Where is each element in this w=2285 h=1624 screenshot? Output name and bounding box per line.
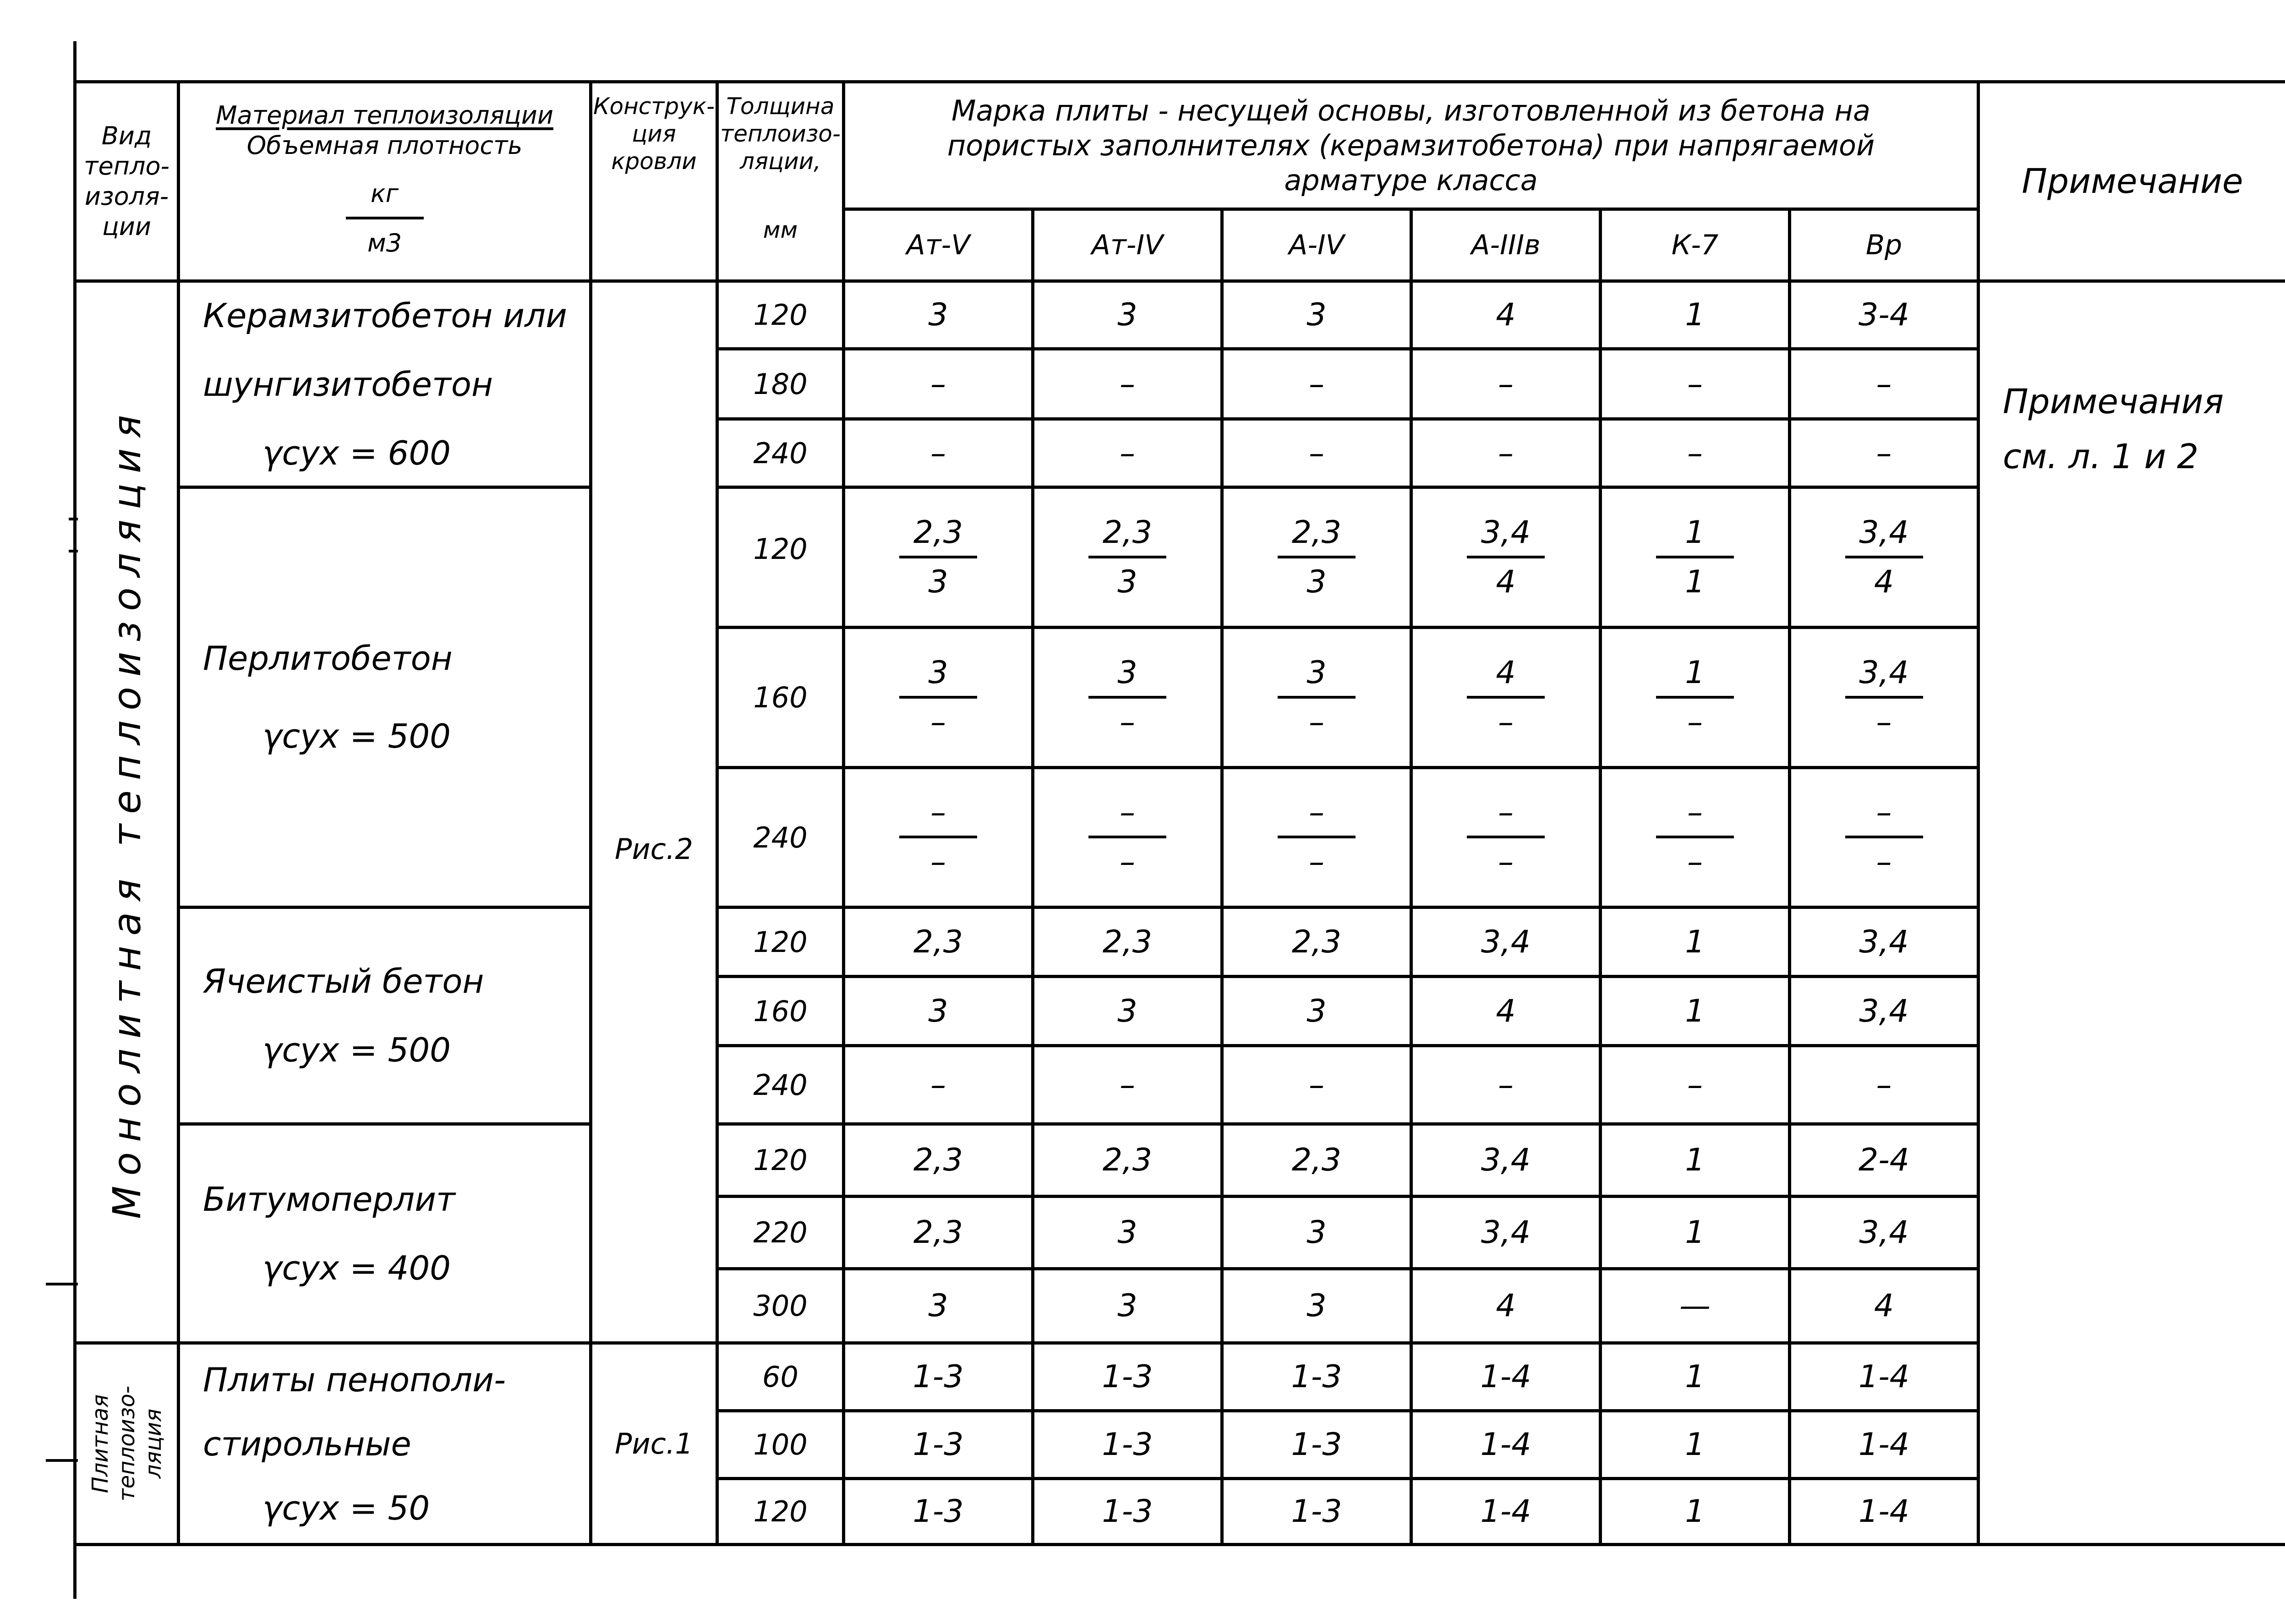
construction-fig2: Рис.2 — [589, 279, 719, 1345]
grade-cell: 3,4 — [1410, 1195, 1602, 1270]
grade-cell: 3,4 — [1788, 1195, 1980, 1270]
grade-cell: – — [1599, 417, 1791, 489]
grade-cell: 1-3 — [1220, 1477, 1413, 1546]
grade-cell: 1-3 — [1031, 1341, 1224, 1412]
grade-cell: 3 — [842, 1267, 1034, 1345]
grade-cell: 1-3 — [1220, 1341, 1413, 1412]
grade-cell: 1 — [1599, 1341, 1791, 1412]
grade-cell: 4 — [1410, 279, 1602, 350]
thickness-cell: 240 — [716, 766, 845, 909]
grade-cell: 1 — [1599, 1477, 1791, 1546]
grade-cell: 2,3 — [1031, 1122, 1224, 1198]
note-cell: Примечания см. л. 1 и 2 — [1977, 279, 2285, 1546]
grade-cell: 2,3 — [842, 1122, 1034, 1198]
group-monolithic: Монолитная теплоизоляция — [73, 279, 180, 1345]
class-header: Ат-V — [842, 208, 1034, 283]
grade-cell: 1-4 — [1788, 1409, 1980, 1480]
grade-cell: 1 — [1599, 1409, 1791, 1480]
grade-cell: 2,3 — [842, 1195, 1034, 1270]
material-perlite-concrete: Перлитобетон γсух = 500 — [177, 486, 592, 909]
grade-cell: – — [1788, 347, 1980, 421]
grade-cell: 1 — [1599, 1122, 1791, 1198]
thickness-cell: 120 — [716, 486, 845, 629]
thickness-cell: 120 — [716, 906, 845, 978]
grade-cell: 2-4 — [1788, 1122, 1980, 1198]
grade-cell: – — [1788, 417, 1980, 489]
grade-cell: 3 — [1220, 1195, 1413, 1270]
grade-cell: – — [1788, 1044, 1980, 1126]
grade-cell: 3 — [1220, 1267, 1413, 1345]
thickness-cell: 240 — [716, 417, 845, 489]
material-keramzit: Керамзитобетон или шунгизитобетон γсух = 600 — [177, 279, 592, 489]
grade-cell: 3 — [842, 975, 1034, 1047]
grade-cell: $\frac{-}{-}$ — [1410, 766, 1602, 909]
grade-cell: 1-3 — [842, 1477, 1034, 1546]
grade-cell: – — [842, 1044, 1034, 1126]
grade-cell: $\frac{-}{-}$ — [1220, 766, 1413, 909]
grade-cell: — — [1599, 1267, 1791, 1345]
grade-cell: 3 — [1031, 975, 1224, 1047]
class-header: А-IIIв — [1410, 208, 1602, 283]
grade-cell: – — [1220, 347, 1413, 421]
grade-cell: $\frac{1}{-}$ — [1599, 626, 1791, 769]
grade-cell: – — [842, 417, 1034, 489]
class-header: Ат-IV — [1031, 208, 1224, 283]
grade-cell: 4 — [1410, 1267, 1602, 1345]
grade-cell: 1-3 — [1031, 1409, 1224, 1480]
header-type: Вид тепло- изоля- ции — [73, 80, 180, 283]
grade-cell: $\frac{3}{-}$ — [1220, 626, 1413, 769]
grade-cell: – — [1031, 417, 1224, 489]
grade-cell: 4 — [1788, 1267, 1980, 1345]
thickness-cell: 120 — [716, 1477, 845, 1546]
grade-cell: 3,4 — [1788, 975, 1980, 1047]
grade-cell: 2,3 — [842, 906, 1034, 978]
grade-cell: 1-4 — [1410, 1409, 1602, 1480]
header-note: Примечание — [1977, 80, 2285, 283]
grade-cell: $\frac{-}{-}$ — [1788, 766, 1980, 909]
material-polystyrene-slabs: Плиты пенополи- стирольные γсух = 50 — [177, 1341, 592, 1546]
thickness-cell: 60 — [716, 1341, 845, 1412]
grade-cell: 1-4 — [1788, 1477, 1980, 1546]
grade-cell: $\frac{3,4}{4}$ — [1410, 486, 1602, 629]
grade-cell: 2,3 — [1220, 1122, 1413, 1198]
grade-cell: 3-4 — [1788, 279, 1980, 350]
grade-cell: 1-3 — [1220, 1409, 1413, 1480]
grade-cell: $\frac{2,3}{3}$ — [1031, 486, 1224, 629]
grade-cell: 3 — [1220, 975, 1413, 1047]
grade-cell: 4 — [1410, 975, 1602, 1047]
grade-cell: 3 — [1031, 1267, 1224, 1345]
header-roof: Конструк- ция кровли — [589, 80, 719, 283]
grade-cell: – — [1599, 347, 1791, 421]
grade-cell: – — [1410, 417, 1602, 489]
grade-cell: $\frac{2,3}{3}$ — [842, 486, 1034, 629]
grade-cell: 1-3 — [1031, 1477, 1224, 1546]
grade-cell: 2,3 — [1220, 906, 1413, 978]
group-slab: Плитная теплоизо- ляция — [73, 1341, 180, 1546]
grade-cell: 1 — [1599, 1195, 1791, 1270]
class-header: Вр — [1788, 208, 1980, 283]
grade-cell: 3 — [1031, 1195, 1224, 1270]
grade-cell: 1-4 — [1410, 1341, 1602, 1412]
construction-fig1: Рис.1 — [589, 1341, 719, 1546]
grade-cell: $\frac{-}{-}$ — [1599, 766, 1791, 909]
unit-fraction: $\frac{кг}{м3}$ — [346, 175, 424, 262]
grade-cell: 3,4 — [1410, 906, 1602, 978]
grade-cell: 1-3 — [842, 1341, 1034, 1412]
thickness-cell: 160 — [716, 975, 845, 1047]
grade-cell: 1-4 — [1410, 1477, 1602, 1546]
header-thickness: Толщина теплоизо- ляции, мм — [716, 80, 845, 283]
grade-cell: $\frac{3}{-}$ — [842, 626, 1034, 769]
grade-cell: – — [1031, 347, 1224, 421]
grade-cell: $\frac{1}{1}$ — [1599, 486, 1791, 629]
grade-cell: $\frac{2,3}{3}$ — [1220, 486, 1413, 629]
thickness-cell: 160 — [716, 626, 845, 769]
grade-cell: 3,4 — [1410, 1122, 1602, 1198]
grade-cell: $\frac{3,4}{-}$ — [1788, 626, 1980, 769]
grade-cell: – — [1220, 417, 1413, 489]
thickness-cell: 180 — [716, 347, 845, 421]
grade-cell: – — [1031, 1044, 1224, 1126]
grade-cell: 1 — [1599, 975, 1791, 1047]
grade-cell: – — [1599, 1044, 1791, 1126]
class-header: К-7 — [1599, 208, 1791, 283]
thickness-cell: 220 — [716, 1195, 845, 1270]
grade-cell: 1-4 — [1788, 1341, 1980, 1412]
thickness-cell: 100 — [716, 1409, 845, 1480]
header-material: Материал теплоизоляции Объемная плотность $\frac{кг}{м3}$ — [177, 80, 592, 283]
grade-cell: – — [1410, 1044, 1602, 1126]
grade-cell: 3 — [1220, 279, 1413, 350]
grade-cell: 1 — [1599, 906, 1791, 978]
grade-cell: $\frac{3,4}{4}$ — [1788, 486, 1980, 629]
grade-cell: – — [842, 347, 1034, 421]
thickness-cell: 240 — [716, 1044, 845, 1126]
material-cellular-concrete: Ячеистый бетон γсух = 500 — [177, 906, 592, 1126]
grade-cell: 1 — [1599, 279, 1791, 350]
grade-cell: – — [1410, 347, 1602, 421]
grade-cell: 3 — [1031, 279, 1224, 350]
grade-cell: 1-3 — [842, 1409, 1034, 1480]
grade-cell: $\frac{-}{-}$ — [842, 766, 1034, 909]
grade-cell: 2,3 — [1031, 906, 1224, 978]
grade-cell: $\frac{-}{-}$ — [1031, 766, 1224, 909]
grade-cell: 3 — [842, 279, 1034, 350]
header-grade: Марка плиты - несущей основы, изготовленной из бетона на пористых заполнителях (керамзитобетона) при напрягаемой арматуре класса — [842, 80, 1980, 211]
grade-cell: – — [1220, 1044, 1413, 1126]
grade-cell: 3,4 — [1788, 906, 1980, 978]
material-bitumen-perlite: Битумоперлит γсух = 400 — [177, 1122, 592, 1345]
thickness-cell: 300 — [716, 1267, 845, 1345]
grade-cell: $\frac{4}{-}$ — [1410, 626, 1602, 769]
thickness-cell: 120 — [716, 279, 845, 350]
class-header: А-IV — [1220, 208, 1413, 283]
grade-cell: $\frac{3}{-}$ — [1031, 626, 1224, 769]
thickness-cell: 120 — [716, 1122, 845, 1198]
